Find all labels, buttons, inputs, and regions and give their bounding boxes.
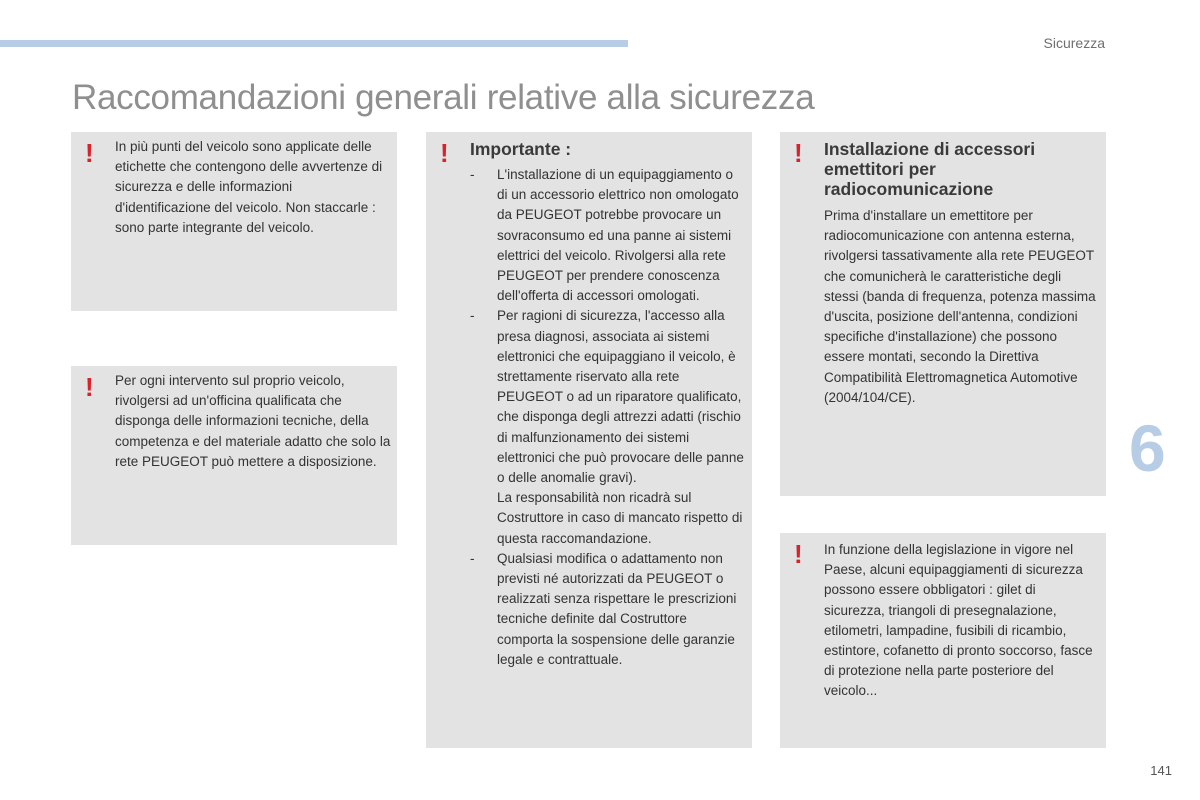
list-item-text: Qualsiasi modifica o adattamento non previsti né autorizzati da PEUGEOT o realizzati senza rispettare le prescrizioni tecniche definite dal Costruttore comporta la sospensione delle garanzie legale e contrattuale.	[497, 550, 737, 667]
chapter-number: 6	[1129, 411, 1166, 485]
intervention-warning-box	[71, 366, 397, 545]
warning-icon: !	[85, 372, 94, 402]
list-item: - Per ragioni di sicurezza, l'accesso alla presa diagnosi, associata ai sistemi elettronici che equipaggiano il veicolo, è strettamente riservato alla rete PEUGEOT o ad un riparatore qualificato, che disponga degli attrezzi adatti (rischio di malfunzionamento dei sistemi elettronici che può provocare delle panne o delle anomalie gravi). La responsabilità non ricadrà sul Costruttore in caso di mancato rispetto di questa raccomandazione.	[470, 306, 746, 548]
warning-icon: !	[440, 138, 449, 168]
intervention-warning-text: Per ogni intervento sul proprio veicolo, rivolgersi ad un'officina qualificata che disponga delle informazioni tecniche, della competenza e del materiale adatto che solo la rete PEUGEOT può mettere a disposizione.	[115, 373, 391, 469]
important-box	[426, 132, 752, 748]
section-label: Sicurezza	[1043, 35, 1105, 51]
radio-accessories-heading: Installazione di accessori emettitori per radiocomunicazione	[824, 139, 1036, 199]
important-list	[470, 165, 746, 670]
list-item: - Qualsiasi modifica o adattamento non previsti né autorizzati da PEUGEOT o realizzati senza rispettare le prescrizioni tecniche definite dal Costruttore comporta la sospensione delle garanzie legale e contrattuale.	[470, 550, 737, 667]
top-accent-bar	[0, 40, 628, 47]
labels-warning-box	[71, 132, 397, 311]
warning-icon: !	[794, 138, 803, 168]
radio-accessories-text: Prima d'installare un emettitore per radiocomunicazione con antenna esterna, rivolgersi tassativamente alla rete PEUGEOT che comunicherà le caratteristiche degli stessi (banda di frequenza, potenza massima d'uscita, posizione dell'antenna, condizioni specifiche d'installazione) che possono essere montati, secondo la Direttiva Compatibilità Elettromagnetica Automotive (2004/104/CE).	[824, 208, 1096, 405]
page-number: 141	[1150, 763, 1172, 778]
important-heading: Importante :	[470, 139, 572, 159]
list-item-text: L'installazione di un equipaggiamento o di un accessorio elettrico non omologato da PEUGEOT potrebbe provocare un sovraconsumo ed una panne ai sistemi elettrici del veicolo. Rivolgersi alla rete PEUGEOT per prendere conoscenza dell'offerta di accessori omologati.	[497, 167, 739, 304]
list-item: - L'installazione di un equipaggiamento o di un accessorio elettrico non omologato da PEUGEOT potrebbe provocare un sovraconsumo ed una panne ai sistemi elettrici del veicolo. Rivolgersi alla rete PEUGEOT per prendere conoscenza dell'offerta di accessori omologati.	[470, 167, 739, 304]
list-item-text: Per ragioni di sicurezza, l'accesso alla presa diagnosi, associata ai sistemi elettronici che equipaggiano il veicolo, è strettamente riservato alla rete PEUGEOT o ad un riparatore qualificato, che disponga degli attrezzi adatti (rischio di malfunzionamento dei sistemi elettronici che può provocare delle panne o delle anomalie gravi).	[497, 308, 744, 486]
warning-icon: !	[794, 539, 803, 569]
responsibility-note: La responsabilità non ricadrà sul Costruttore in caso di mancato rispetto di questa raccomandazione.	[497, 490, 743, 546]
radio-accessories-box	[780, 132, 1106, 496]
labels-warning-text: In più punti del veicolo sono applicate delle etichette che contengono delle avvertenze di sicurezza e delle informazioni d'identificazione del veicolo. Non staccarle : sono parte integrante del veicolo.	[115, 139, 383, 235]
legislation-box	[780, 533, 1106, 748]
warning-icon: !	[85, 138, 94, 168]
legislation-text: In funzione della legislazione in vigore nel Paese, alcuni equipaggiamenti di sicurezza possono essere obbligatori : gilet di sicurezza, triangoli di presegnalazione, etilometri, lampadine, fusibili di ricambio, estintore, cofanetto di pronto soccorso, fasce di protezione nella parte posteriore del veicolo...	[824, 542, 1093, 699]
page-title: Raccomandazioni generali relative alla sicurezza	[72, 78, 815, 117]
